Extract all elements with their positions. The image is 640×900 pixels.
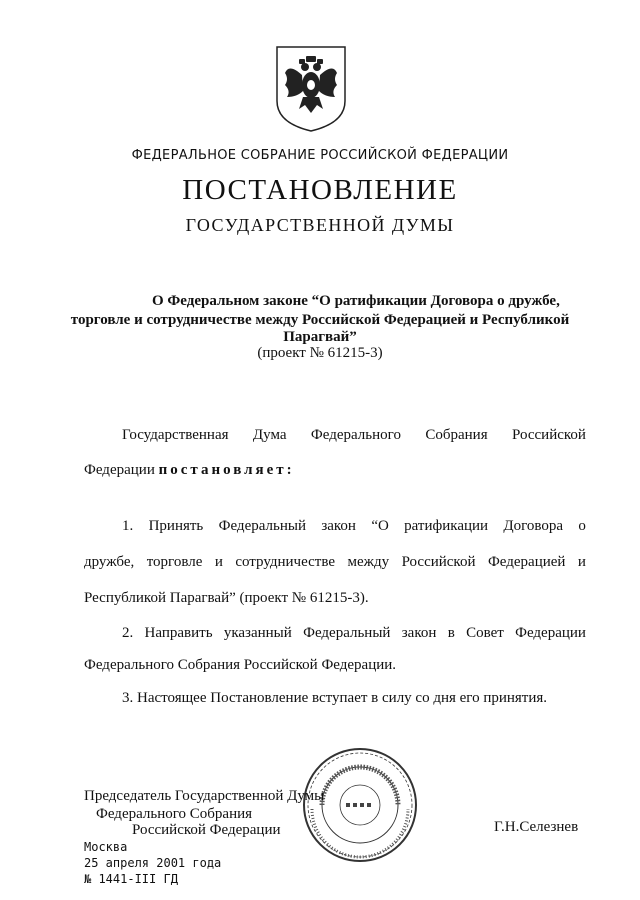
item-word: Федеральный: [218, 518, 306, 534]
item-word: Федерацией: [487, 554, 566, 570]
signature-position-line-3: Российской Федерации: [132, 822, 281, 838]
preamble-line-2: [84, 462, 295, 479]
item-word: Принять: [148, 518, 204, 534]
item-word: указанный: [223, 625, 292, 641]
footer-city: Москва: [84, 840, 128, 854]
document-subtitle: ГОСУДАРСТВЕННОЙ ДУМЫ: [185, 215, 455, 235]
preamble-line-1: [122, 427, 586, 444]
footer-number: № 1441-III ГД: [84, 872, 178, 886]
item-word: закон: [401, 625, 437, 641]
subject-line-3: Парагвай”: [283, 329, 357, 345]
item-word: в: [447, 625, 455, 641]
item-word: закон: [321, 518, 356, 534]
subject-line-1: О Федеральном законе “О ратификации Договора о дружбе,: [152, 293, 560, 309]
document-title: ПОСТАНОВЛЕНИЕ: [182, 174, 458, 206]
item-word: Федерации: [515, 625, 586, 641]
preamble-word: Федерального: [310, 427, 401, 443]
item-word: и: [214, 554, 223, 570]
coat-of-arms-icon: [275, 45, 347, 133]
footer-date: 25 апреля 2001 года: [84, 856, 222, 870]
item-word: и: [577, 554, 586, 570]
preamble-word: Российской: [512, 427, 586, 443]
item-word: между: [347, 554, 390, 570]
item-word: “О: [371, 518, 389, 534]
signature-position-line-2: Федерального Собрания: [96, 806, 253, 822]
item-1-line-2: [84, 554, 586, 571]
signature-position-line-1: Председатель Государственной Думы: [84, 788, 325, 804]
preamble-verb: постановляет:: [158, 462, 295, 478]
item-word: сотрудничестве: [235, 554, 335, 570]
preamble-word: Собрания: [425, 427, 488, 443]
item-word: Направить: [144, 625, 213, 641]
signatory-name: Г.Н.Селезнев: [494, 819, 579, 835]
project-number: (проект № 61215-3): [257, 345, 383, 361]
item-word: ратификации: [404, 518, 489, 534]
item-2-line-2: Федерального Собрания Российской Федерации.: [84, 657, 397, 673]
item-word: Договора: [503, 518, 564, 534]
preamble-word: Государственная: [122, 427, 229, 443]
protocol-stamp-icon: [300, 745, 420, 865]
preamble-word: Дума: [252, 427, 287, 443]
item-word: торговле: [146, 554, 203, 570]
item-1-line-3: Республикой Парагвай” (проект № 61215-3).: [84, 590, 369, 606]
item-3: 3. Настоящее Постановление вступает в силу со дня его принятия.: [122, 690, 548, 706]
item-word: о: [578, 518, 586, 534]
item-2-line-1: [122, 625, 586, 642]
item-word: Федеральный: [303, 625, 391, 641]
item-word: 2.: [122, 625, 134, 641]
organization-name: ФЕДЕРАЛЬНОЕ СОБРАНИЕ РОССИЙСКОЙ ФЕДЕРАЦИИ: [131, 148, 509, 163]
item-word: Совет: [466, 625, 504, 641]
preamble-subject: Федерации: [84, 462, 155, 478]
item-word: Российской: [401, 554, 476, 570]
item-word: 1.: [122, 518, 134, 534]
item-1-line-1: [122, 518, 586, 535]
subject-line-2: торговле и сотрудничестве между Российской Федерацией и Республикой: [70, 312, 570, 328]
item-word: дружбе,: [84, 554, 135, 570]
